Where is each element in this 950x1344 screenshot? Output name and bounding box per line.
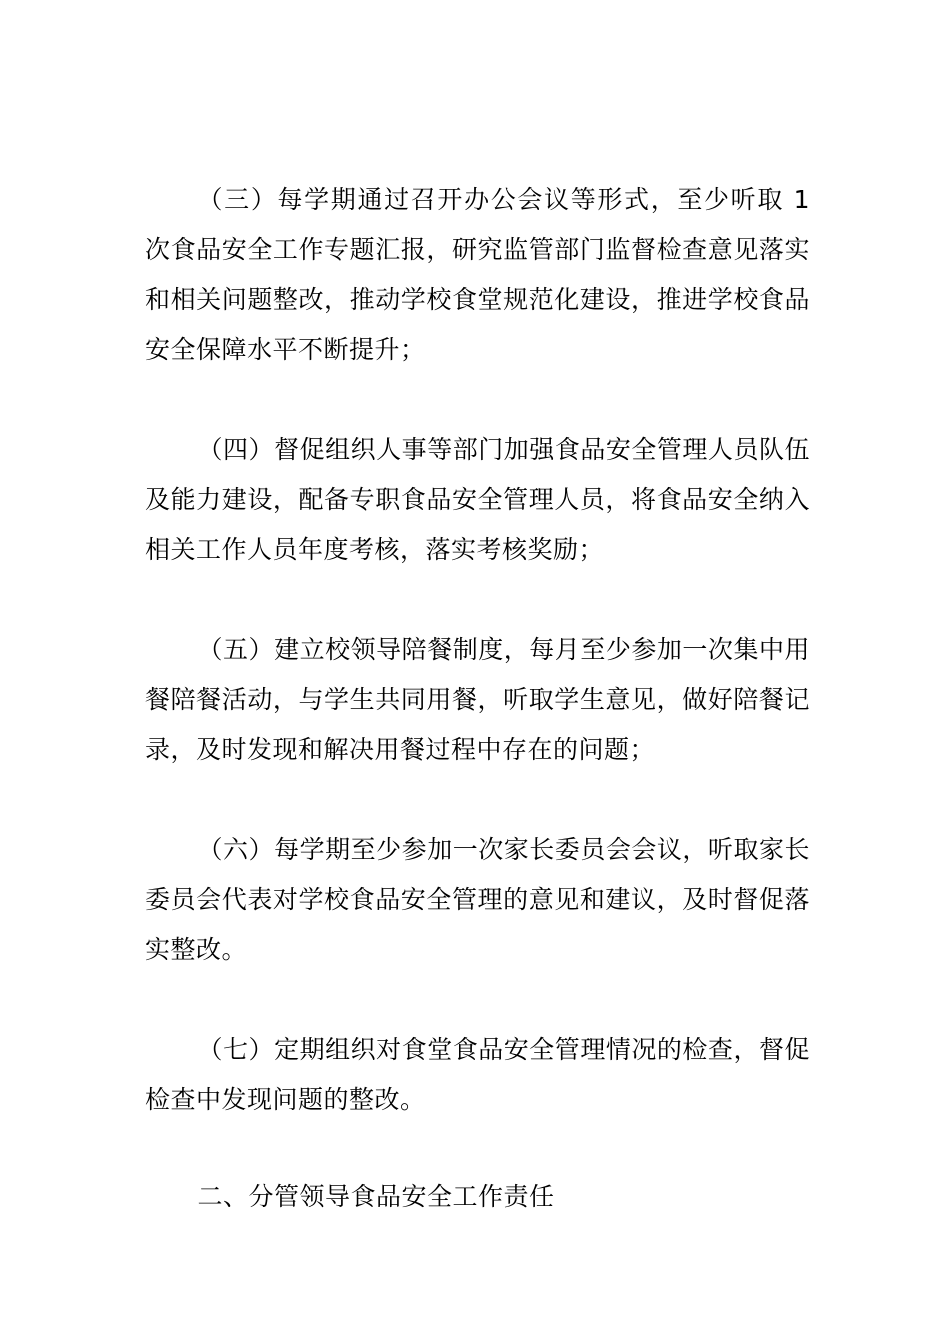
paragraph-item-3: （三）每学期通过召开办公会议等形式，至少听取 1 次食品安全工作专题汇报，研究监管部门监督检查意见落实和相关问题整改，推动学校食堂规范化建设，推进学校食品安全保障水平不断提升； [145,185,810,364]
paragraph-item-5: （五）建立校领导陪餐制度，每月至少参加一次集中用餐陪餐活动，与学生共同用餐，听取学生意见，做好陪餐记录，及时发现和解决用餐过程中存在的问题； [145,635,810,764]
paragraph-item-4: （四）督促组织人事等部门加强食品安全管理人员队伍及能力建设，配备专职食品安全管理人员，将食品安全纳入相关工作人员年度考核，落实考核奖励； [145,435,810,564]
paragraph-item-7: （七）定期组织对食堂食品安全管理情况的检查，督促检查中发现问题的整改。 [145,1035,810,1114]
section-heading: 二、分管领导食品安全工作责任 [197,1182,555,1211]
paragraph-item-6: （六）每学期至少参加一次家长委员会会议，听取家长委员会代表对学校食品安全管理的意见和建议，及时督促落实整改。 [145,835,810,964]
